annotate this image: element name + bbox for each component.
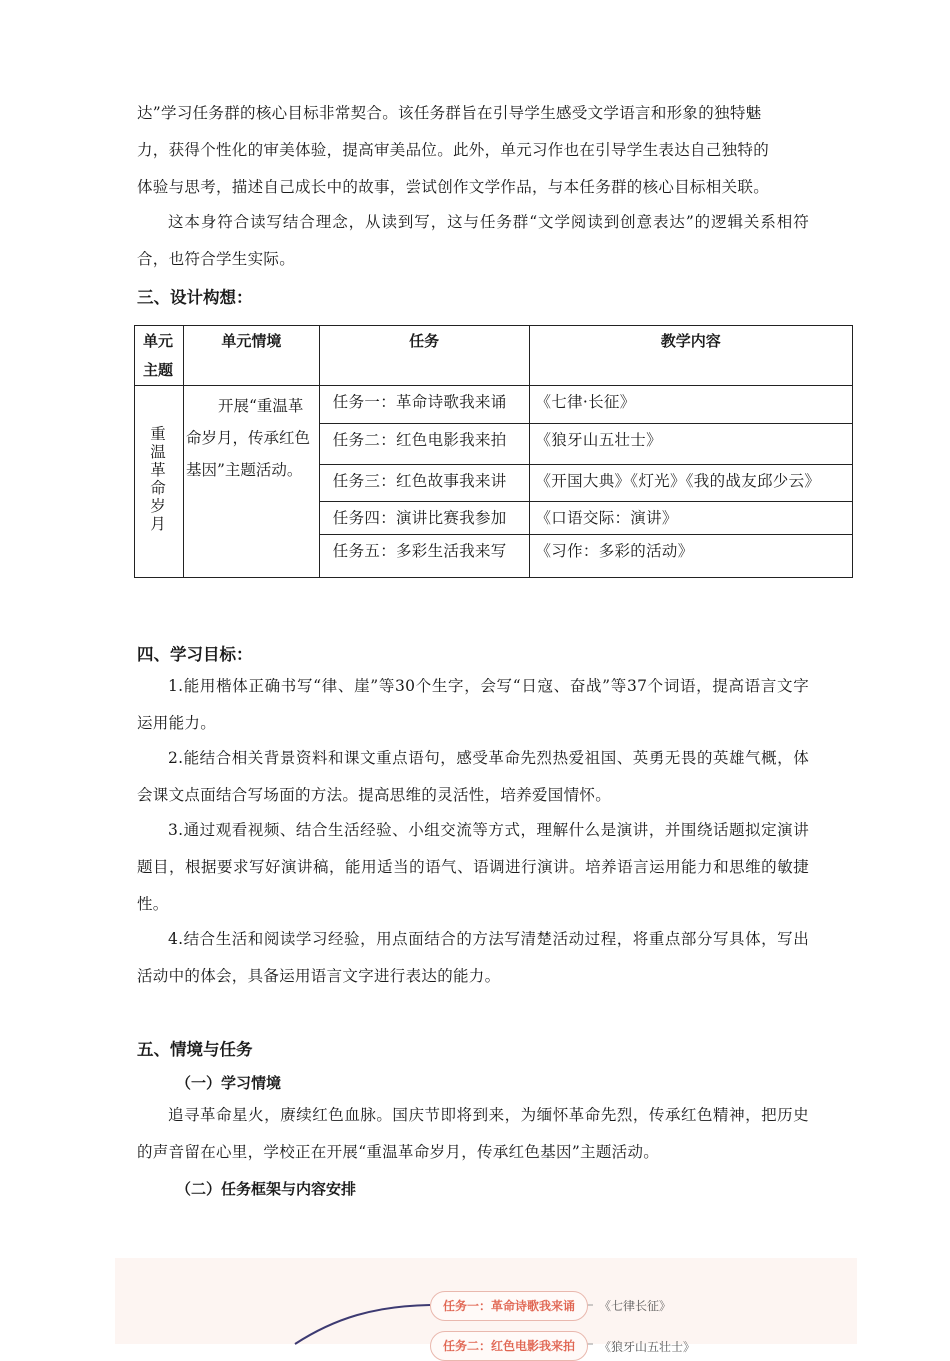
intro-paragraph-2: 这本身符合读写结合理念，从读到写，这与任务群“文学阅读到创意表达”的逻辑关系相符合，也符合学生实际。 [137, 213, 809, 268]
intro-line-3: 体验与思考，描述自己成长中的故事，尝试创作文学作品，与本任务群的核心目标相关联。 [137, 178, 770, 196]
intro-line-2: 力，获得个性化的审美体验，提高审美品位。此外，单元习作也在引导学生表达自己独特的 [137, 141, 770, 159]
content-cell: 《习作：多彩的活动》 [529, 535, 853, 578]
goal-3: 3.通过观看视频、结合生活经验、小组交流等方式，理解什么是演讲，并围绕话题拟定演讲题目，根据要求写好演讲稿，能用适当的语气、语调进行演讲。培养语言运用能力和思维的敏捷性。 [137, 821, 809, 913]
table-row [135, 386, 853, 424]
section-4-title: 四、学习目标： [137, 645, 253, 664]
header-scene: 单元情境 [183, 326, 319, 386]
intro-line-1: 达”学习任务群的核心目标非常契合。该任务群旨在引导学生感受文学语言和形象的独特魅 [137, 104, 762, 122]
header-content: 教学内容 [529, 326, 853, 386]
section-5-title: 五、情境与任务 [137, 1040, 253, 1059]
theme-cell [135, 386, 184, 578]
unit-scene: 开展“重温革命岁月，传承红色基因”主题活动。 [185, 397, 310, 479]
task-cell: 任务二：红色电影我来拍 [319, 424, 529, 465]
content-cell: 《口语交际：演讲》 [529, 502, 853, 535]
design-table [134, 325, 853, 578]
goal-1: 1.能用楷体正确书写“律、崖”等30个生字，会写“日寇、奋战”等37个词语，提高语言文字运用能力。 [137, 677, 809, 732]
scene-paragraph: 追寻革命星火，赓续红色血脉。国庆节即将到来，为缅怀革命先烈，传承红色精神，把历史的声音留在心里，学校正在开展“重温革命岁月，传承红色基因”主题活动。 [137, 1106, 809, 1161]
content-cell: 《狼牙山五壮士》 [529, 424, 853, 465]
table-header-row [135, 326, 853, 386]
header-theme: 单元主题 [135, 326, 184, 386]
task-cell: 任务四：演讲比赛我参加 [319, 502, 529, 535]
subsection-task-framework-title: （二）任务框架与内容安排 [176, 1180, 357, 1198]
section-3-title: 三、设计构想： [137, 288, 253, 307]
mindmap-node-task2: 任务二：红色电影我来拍 [430, 1331, 588, 1361]
task-cell: 任务三：红色故事我来讲 [319, 465, 529, 502]
branch-line-1 [295, 1305, 430, 1344]
goal-4: 4.结合生活和阅读学习经验，用点面结合的方法写清楚活动过程，将重点部分写具体，写出活动中的体会，具备运用语言文字进行表达的能力。 [137, 930, 809, 985]
content-cell: 《七律·长征》 [529, 386, 853, 424]
unit-theme: 重温革命岁月 [150, 424, 166, 533]
scene-cell [183, 386, 319, 578]
mindmap-leaf-2: 《狼牙山五壮士》 [599, 1340, 696, 1354]
subsection-scene-title: （一）学习情境 [176, 1074, 282, 1092]
task-mindmap [115, 1258, 857, 1354]
header-task: 任务 [319, 326, 529, 386]
mindmap-leaf-1: 《七律长征》 [599, 1299, 672, 1313]
task-cell: 任务五：多彩生活我来写 [319, 535, 529, 578]
task-cell: 任务一：革命诗歌我来诵 [319, 386, 529, 424]
goal-2: 2.能结合相关背景资料和课文重点语句，感受革命先烈热爱祖国、英勇无畏的英雄气概，体会课文点面结合写场面的方法。提高思维的灵活性，培养爱国情怀。 [137, 749, 809, 804]
content-cell: 《开国大典》《灯光》《我的战友邱少云》 [529, 465, 853, 502]
mindmap-node-task1: 任务一：革命诗歌我来诵 [430, 1291, 588, 1321]
